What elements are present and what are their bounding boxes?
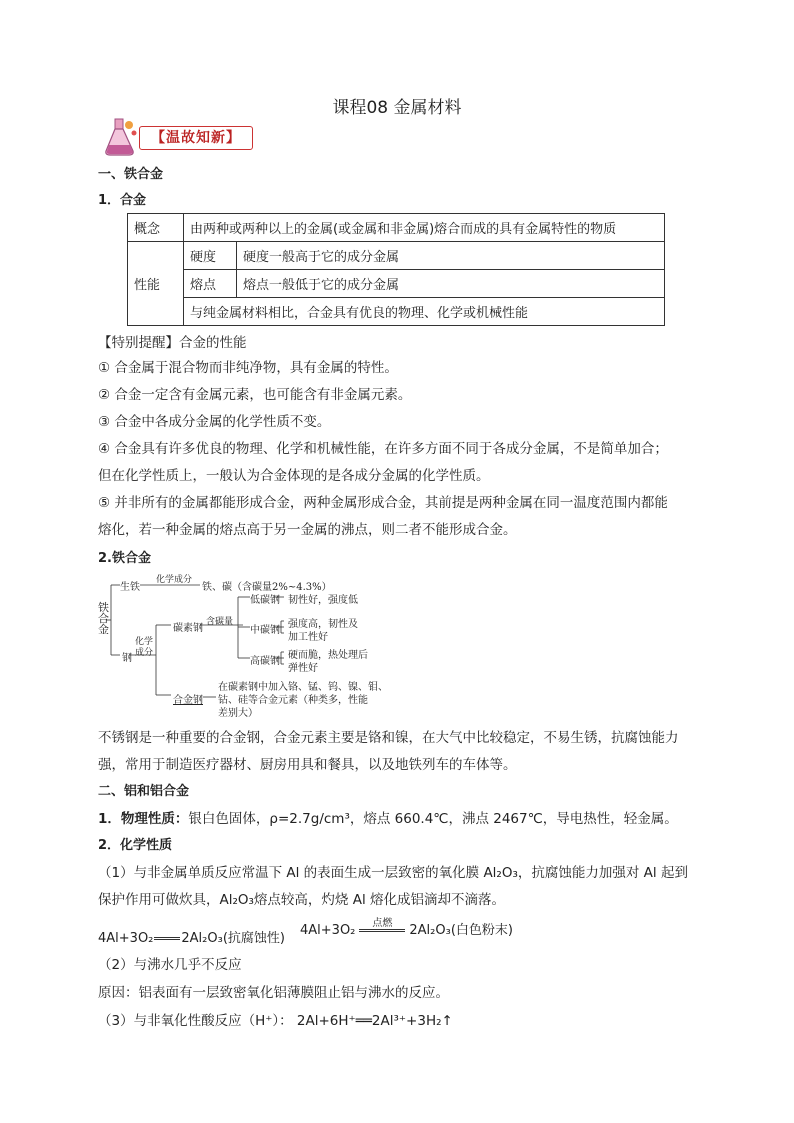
subheading-iron-alloy: 2.铁合金 (98, 551, 151, 566)
diagram-high-desc-1: 硬而脆，热处理后 (288, 650, 368, 661)
diagram-chem-comp-2: 化学成分 (135, 637, 154, 658)
hardness-text: 硬度一般高于它的成分金属 (237, 242, 665, 270)
review-badge (101, 117, 259, 157)
equation-2-condition-block (359, 914, 405, 938)
diagram-low-carbon: 低碳钢 (250, 595, 280, 606)
alloy-table (127, 213, 665, 326)
chem-3-equation: 2Al+6H⁺══2Al³⁺+3H₂↑ (296, 1013, 453, 1029)
compare-text: 与纯金属材料相比，合金具有优良的物理、化学或机械性能 (184, 298, 665, 326)
physical-text: 银白色固体，ρ=2.7g/cm³，熔点 660.4℃，沸点 2467℃，导电热性，轻金属。 (188, 811, 678, 827)
diagram-mid-desc-1: 强度高，韧性及 (288, 619, 358, 630)
diagram-mid-carbon: 中碳钢 (250, 625, 280, 636)
diagram-steel: 钢 (122, 653, 132, 664)
diagram-carbon-steel: 碳素钢 (173, 623, 203, 634)
diagram-high-desc-2: 弹性好 (288, 663, 318, 674)
stainless-line-1: 不锈钢是一种重要的合金钢，合金元素主要是铬和镍，在大气中比较稳定，不易生锈，抗腐蚀能力 (98, 730, 679, 746)
tip-title: 【特别提醒】合金的性能 (98, 335, 247, 351)
melt-text: 熔点一般低于它的成分金属 (237, 270, 665, 298)
hardness-label: 硬度 (184, 242, 237, 270)
tip-4-cont: 但在化学性质上，一般认为合金体现的是各成分金属的化学性质。 (98, 468, 490, 484)
diagram-alloy-steel: 合金钢 (173, 695, 203, 706)
stainless-line-2: 强，常用于制造医疗器材、厨房用具和餐具，以及地铁列车的车体等。 (98, 757, 517, 773)
diagram-alloy-desc-3: 差别大） (218, 708, 258, 719)
reason: 原因：铝表面有一层致密氧化铝薄膜阻止铝与沸水的反应。 (98, 985, 449, 1001)
chem-1-line-2: 保护作用可做炊具，Al₂O₃熔点较高，灼烧 Al 熔化成铝滴却不滴落。 (98, 892, 506, 908)
iron-alloy-diagram (98, 575, 398, 719)
chem-3-label: （3）与非氧化性酸反应（H⁺）： (98, 1013, 293, 1029)
flask-icon (103, 117, 139, 157)
diagram-root: 铁合金 (98, 601, 109, 636)
diagram-alloy-desc-2: 钴、硅等合金元素（种类多，性能 (218, 695, 368, 706)
equation-1 (98, 927, 285, 946)
chemical-label: 2．化学性质 (98, 838, 173, 853)
equation-2-left: 4Al+3O₂ (300, 923, 356, 938)
diagram-carbon-content: 含碳量 (206, 617, 234, 627)
tip-4: ④ 合金具有许多优良的物理、化学和机械性能，在许多方面不同于各成分金属，不是简单加合； (98, 441, 668, 457)
tip-3: ③ 合金中各成分金属的化学性质不变。 (98, 414, 331, 430)
equation-2 (300, 914, 513, 938)
equation-1-right: 2Al₂O₃(抗腐蚀性) (181, 931, 285, 946)
chem-2: （2）与沸水几乎不反应 (98, 957, 242, 973)
tip-2: ② 合金一定含有金属元素，也可能含有非金属元素。 (98, 387, 412, 403)
physical-properties (98, 807, 678, 827)
diagram-pig-comp: 铁、碳（含碳量2%~4.3%） (202, 582, 332, 593)
diagram-alloy-desc-1: 在碳素钢中加入铬、锰、钨、镍、钼、 (218, 682, 388, 693)
chem-3 (98, 1009, 453, 1029)
melt-label: 熔点 (184, 270, 237, 298)
property-label: 性能 (128, 242, 184, 326)
diagram-low-desc: 韧性好，强度低 (288, 595, 358, 606)
tip-5: ⑤ 并非所有的金属都能形成合金，两种金属形成合金，其前提是两种金属在同一温度范围内都能 (98, 495, 668, 511)
diagram-chem-comp: 化学成分 (156, 575, 193, 585)
tip-5-cont: 熔化，若一种金属的熔点高于另一金属的沸点，则二者不能形成合金。 (98, 522, 517, 538)
section-heading-iron-alloy: 一、铁合金 (98, 167, 164, 182)
equation-2-condition: 点燃 (372, 918, 393, 929)
badge-label: 【温故知新】 (139, 126, 253, 150)
tip-1: ① 合金属于混合物而非纯净物，具有金属的特性。 (98, 360, 398, 376)
subheading-alloy: 1．合金 (98, 193, 147, 208)
concept-text: 由两种或两种以上的金属(或金属和非金属)熔合而成的具有金属特性的物质 (184, 214, 665, 242)
diagram-mid-desc-2: 加工性好 (288, 632, 328, 643)
physical-label: 1．物理性质： (98, 811, 189, 827)
section-heading-aluminum: 二、铝和铝合金 (98, 784, 190, 799)
diagram-pig-iron: 生铁 (120, 582, 140, 593)
equation-2-right: 2Al₂O₃(白色粉末) (409, 923, 513, 938)
equation-1-left: 4Al+3O₂ (98, 931, 154, 946)
chem-1-line-1: （1）与非金属单质反应常温下 Al 的表面生成一层致密的氧化膜 Al₂O₃，抗腐蚀能力加强对 Al 起到 (98, 865, 688, 881)
page-title: 课程08 金属材料 (332, 98, 462, 118)
diagram-high-carbon: 高碳钢 (250, 656, 280, 667)
equation-2-arrow (359, 929, 405, 932)
concept-label: 概念 (128, 214, 184, 242)
equation-1-arrow (154, 937, 180, 940)
